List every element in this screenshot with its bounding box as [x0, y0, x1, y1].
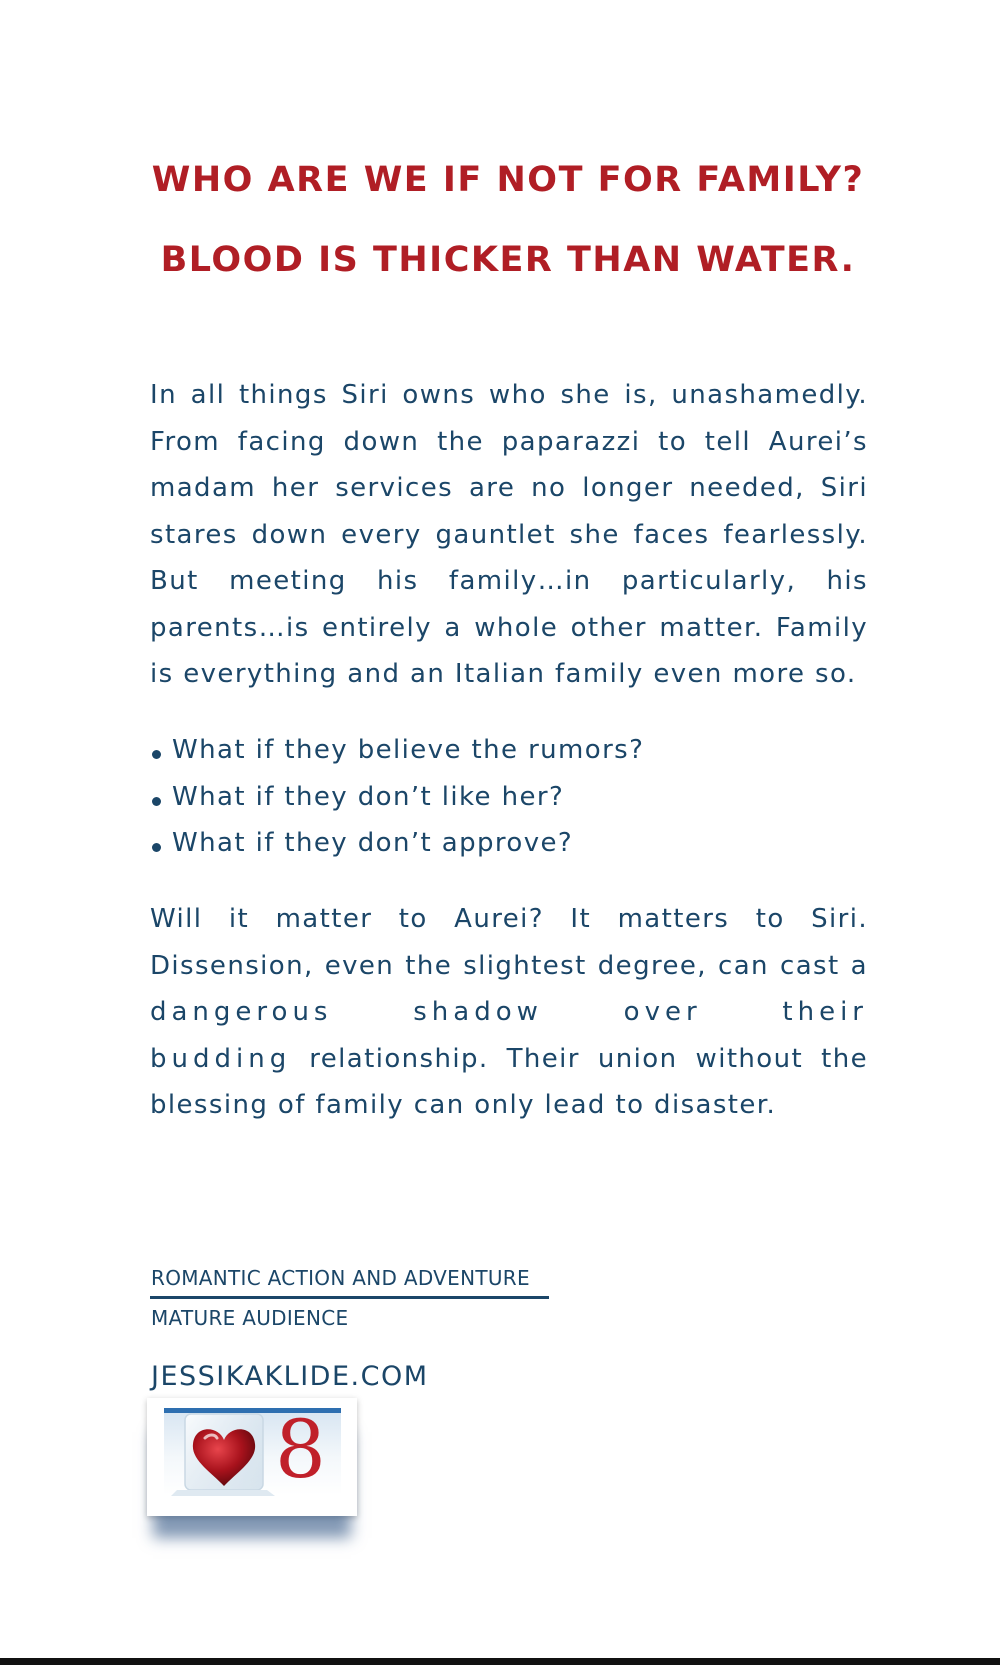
- synopsis-paragraph-2: [150, 896, 868, 1129]
- list-item: [150, 820, 868, 867]
- divider: [150, 1296, 549, 1299]
- list-item: [150, 727, 868, 774]
- headline-family: WHO ARE WE IF NOT FOR FAMILY?: [151, 160, 865, 200]
- bottom-border: [0, 1658, 1000, 1665]
- synopsis-paragraph-1: In all things Siri owns who she is, unashamedly. From facing down the paparazzi to tell Aurei’s madam her services are no longer needed, Siri stares down every gauntlet she faces fearlessly. But meeting his family…in particularly, his parents…is entirely a whole other matter. Family is everything and an Italian family even more so.: [150, 380, 868, 689]
- question-text: What if they don’t like her?: [172, 781, 565, 812]
- question-list: [150, 727, 868, 867]
- genre-label: ROMANTIC ACTION AND ADVENTURE: [151, 1266, 530, 1290]
- series-badge: [147, 1398, 357, 1516]
- audience-label: MATURE AUDIENCE: [151, 1306, 349, 1330]
- headline-blood: BLOOD IS THICKER THAN WATER.: [160, 240, 856, 280]
- list-item: [150, 774, 868, 821]
- bullet-icon: [152, 797, 161, 806]
- question-text: What if they don’t approve?: [172, 828, 574, 858]
- bullet-icon: [152, 750, 161, 759]
- paragraph-2-part-2: dangerous shadow over their budding: [150, 997, 868, 1074]
- badge-number: 8: [275, 1403, 326, 1496]
- paragraph-2-part-1: Will it matter to Aurei? It matters to Siri. Dissension, even the slightest degree, can cast a: [150, 904, 868, 981]
- author-website-link[interactable]: JESSIKAKLIDE.COM: [151, 1361, 429, 1392]
- question-text: What if they believe the rumors?: [172, 735, 645, 765]
- paragraph-2-part-3: relationship. Their union without the blessing of family can only lead to disaster.: [150, 1043, 868, 1120]
- bullet-icon: [152, 843, 161, 852]
